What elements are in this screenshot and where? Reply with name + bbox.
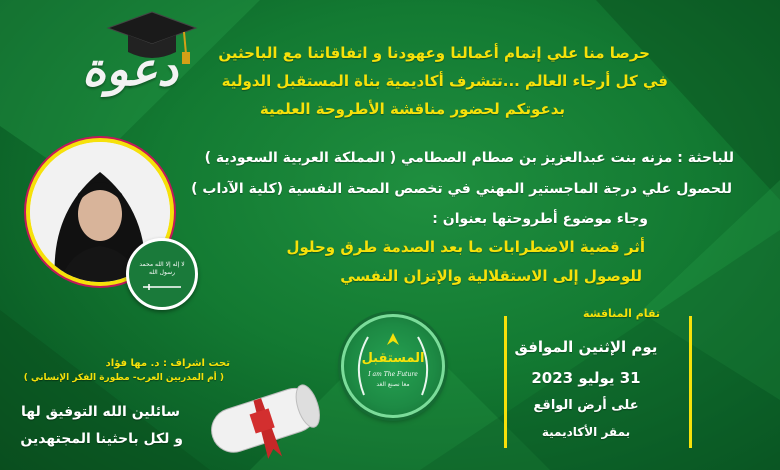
session-day: يوم الإثنين الموافق — [514, 338, 658, 356]
wishes-line-1: سائلين الله التوفيق لها — [21, 404, 180, 420]
flag-shahada: لا إله إلا الله محمد رسول الله — [139, 261, 185, 276]
session-label: تقام المناقشة — [582, 307, 660, 320]
intro-line-2: في كل أرجاء العالم ...تتشرف أكاديمية بناة المستقبل الدولية — [221, 72, 668, 90]
intro-line-1: حرصا منا علي إتمام أعمالنا وعهودنا و اتفاقاتنا مع الباحثين — [218, 44, 650, 62]
invitation-calligraphy: دعوة — [82, 42, 178, 96]
degree-line: للحصول علي درجة الماجستير المهني في تخصص الصحة النفسية (كلية الآداب ) — [191, 181, 732, 197]
researcher-line: للباحثة : مزنه بنت عبدالعزيز بن صطام الصطامي ( المملكة العربية السعودية ) — [204, 150, 734, 166]
academy-logo — [341, 314, 445, 418]
thesis-intro: وجاء موضوع أطروحتها بعنوان : — [432, 211, 648, 227]
logo-latin: I am The Future — [368, 371, 418, 378]
supervisor-title: ( أم المدربين العرب- مطورة الفكر الإنساني ) — [23, 373, 224, 383]
diploma-scroll-icon — [200, 370, 330, 470]
intro-line-3: بدعوتكم لحضور مناقشة الأطروحة العلمية — [259, 100, 565, 118]
session-venue: بمقر الأكاديمية — [541, 425, 631, 439]
session-date: 31 يوليو 2023 — [531, 369, 641, 387]
thesis-title-line-1: أثر قضية الاضطرابات ما بعد الصدمة طرق وحلول — [286, 238, 645, 256]
supervisor-label: تحت اشراف : د. مها فؤاد — [105, 358, 230, 369]
thesis-title-line-2: للوصول إلى الاستقلالية والإتزان النفسي — [340, 267, 642, 285]
session-place: على أرض الواقع — [533, 398, 639, 413]
saudi-flag — [126, 238, 198, 310]
sword-icon — [141, 283, 183, 291]
logo-name: المستقبل — [361, 351, 425, 366]
logo-tagline: معا نصنع الغد — [376, 381, 410, 388]
facet-top-right — [550, 0, 780, 200]
wishes-line-2: و لكل باحثينا المجتهدين — [20, 431, 183, 447]
